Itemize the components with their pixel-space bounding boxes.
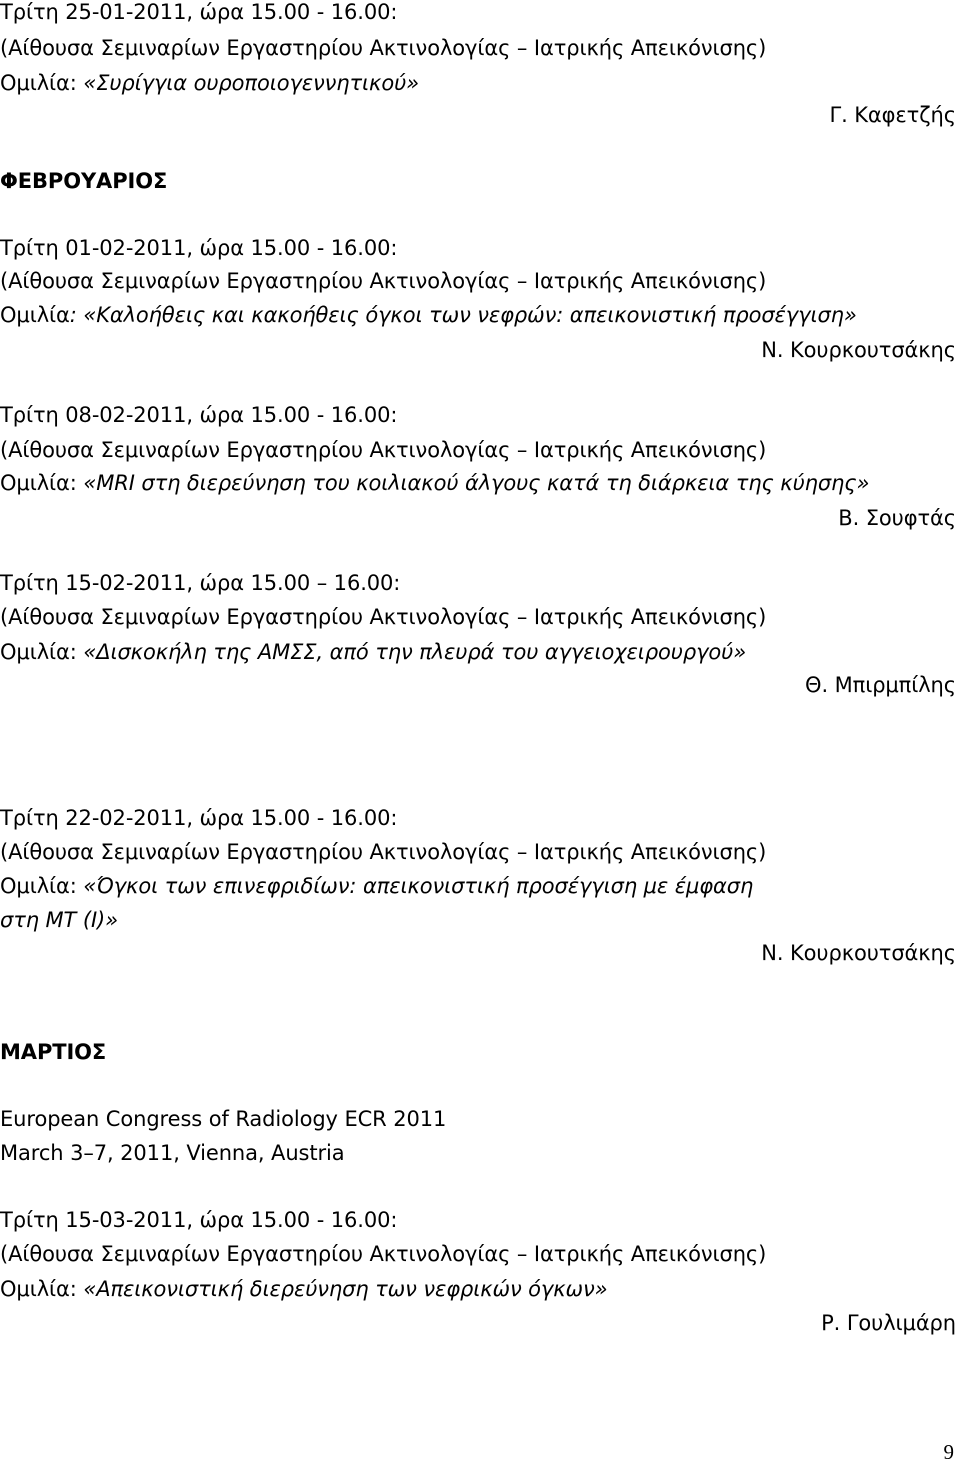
seminar-room: (Αίθουσα Σεμιναρίων Εργαστηρίου Ακτινολογίας – Ιατρικής Απεικόνισης) xyxy=(0,1242,767,1266)
talk-title: : «Καλοήθεις και κακοήθεις όγκοι των νεφρών: απεικονιστική προσέγγιση» xyxy=(69,303,857,327)
speaker-name: Β. Σουφτάς xyxy=(838,506,956,530)
talk-line xyxy=(0,473,869,494)
speaker-name: Ν. Κουρκουτσάκης xyxy=(761,338,956,362)
talk-line xyxy=(0,876,753,897)
talk-title: «Όγκοι των επινεφριδίων: απεικονιστική προσέγγιση με έμφαση xyxy=(83,874,754,898)
talk-line xyxy=(0,305,857,326)
talk-prefix: Ομιλία xyxy=(0,303,70,327)
talk-title: στη ΜΤ (Ι)» xyxy=(0,908,118,932)
talk-title: «MRI στη διερεύνηση του κοιλιακού άλγους κατά τη διάρκεια της κύησης» xyxy=(83,471,870,495)
speaker-name: Ν. Κουρκουτσάκης xyxy=(761,941,956,965)
month-heading-february: ΦΕΒΡΟΥΑΡΙΟΣ xyxy=(0,169,168,193)
seminar-date: Τρίτη 15-02-2011, ώρα 15.00 – 16.00: xyxy=(0,571,401,595)
seminar-room: (Αίθουσα Σεμιναρίων Εργαστηρίου Ακτινολογίας – Ιατρικής Απεικόνισης) xyxy=(0,36,767,60)
talk-prefix: Ομιλία: xyxy=(0,874,84,898)
seminar-date: Τρίτη 25-01-2011, ώρα 15.00 - 16.00: xyxy=(0,0,398,24)
talk-line xyxy=(0,1279,608,1300)
congress-name: European Congress of Radiology ECR 2011 xyxy=(0,1107,447,1131)
seminar-date: Τρίτη 01-02-2011, ώρα 15.00 - 16.00: xyxy=(0,236,398,260)
congress-dates-place: March 3–7, 2011, Vienna, Austria xyxy=(0,1141,345,1165)
talk-line xyxy=(0,642,746,663)
talk-prefix: Ομιλία: xyxy=(0,1277,84,1301)
seminar-room: (Αίθουσα Σεμιναρίων Εργαστηρίου Ακτινολογίας – Ιατρικής Απεικόνισης) xyxy=(0,269,767,293)
talk-title: «Δισκοκήλη της ΑΜΣΣ, από την πλευρά του αγγειοχειρουργού» xyxy=(83,640,747,664)
talk-prefix: Ομιλία: xyxy=(0,471,84,495)
talk-prefix: Ομιλία: xyxy=(0,71,84,95)
talk-title: «Συρίγγια ουροποιογεννητικού» xyxy=(83,71,419,95)
page-number: 9 xyxy=(943,1440,954,1464)
speaker-name: Θ. Μπιρμπίλης xyxy=(805,673,956,697)
talk-prefix: Ομιλία: xyxy=(0,640,84,664)
talk-title-continued xyxy=(0,910,118,931)
speaker-name: Γ. Καφετζής xyxy=(829,103,956,127)
seminar-date: Τρίτη 15-03-2011, ώρα 15.00 - 16.00: xyxy=(0,1208,398,1232)
seminar-date: Τρίτη 08-02-2011, ώρα 15.00 - 16.00: xyxy=(0,403,398,427)
talk-line xyxy=(0,73,419,94)
seminar-room: (Αίθουσα Σεμιναρίων Εργαστηρίου Ακτινολογίας – Ιατρικής Απεικόνισης) xyxy=(0,840,767,864)
seminar-room: (Αίθουσα Σεμιναρίων Εργαστηρίου Ακτινολογίας – Ιατρικής Απεικόνισης) xyxy=(0,605,767,629)
seminar-room: (Αίθουσα Σεμιναρίων Εργαστηρίου Ακτινολογίας – Ιατρικής Απεικόνισης) xyxy=(0,438,767,462)
speaker-name: Ρ. Γουλιμάρη xyxy=(821,1311,956,1335)
seminar-date: Τρίτη 22-02-2011, ώρα 15.00 - 16.00: xyxy=(0,806,398,830)
talk-title: «Απεικονιστική διερεύνηση των νεφρικών όγκων» xyxy=(83,1277,608,1301)
month-heading-march: ΜΑΡΤΙΟΣ xyxy=(0,1040,107,1064)
